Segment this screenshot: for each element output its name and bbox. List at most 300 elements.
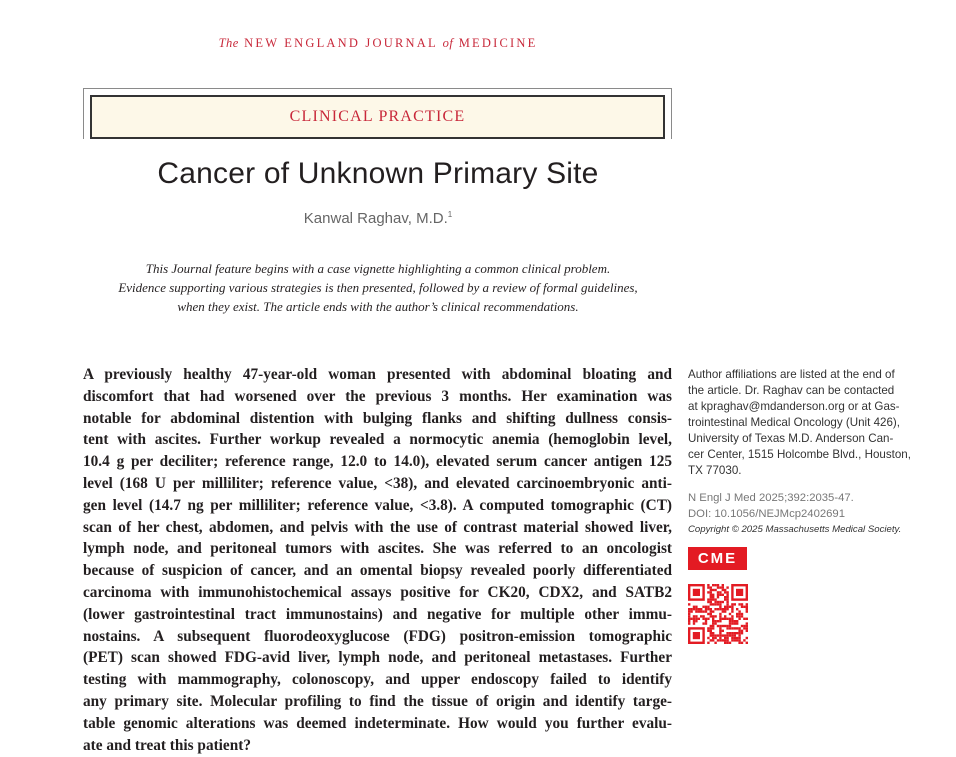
- qr-module: [719, 608, 721, 610]
- masthead-of: of: [442, 36, 454, 50]
- qr-module: [741, 630, 743, 632]
- qr-module: [719, 613, 721, 615]
- qr-module: [738, 613, 740, 615]
- qr-module: [714, 584, 716, 586]
- qr-module: [690, 608, 692, 610]
- body-line: (lower gastrointestinal tract immunostains) and negative for multiple other immu-: [83, 605, 672, 623]
- qr-module: [714, 642, 716, 644]
- body-line: lymph node, and peritoneal tumors with ascites. She was referred to an oncologist: [83, 540, 672, 558]
- qr-module: [731, 637, 733, 639]
- qr-module: [726, 601, 728, 603]
- qr-module: [710, 625, 712, 627]
- qr-module: [693, 620, 695, 622]
- qr-module: [731, 610, 733, 612]
- qr-module: [746, 625, 748, 627]
- qr-module: [688, 613, 690, 615]
- qr-module: [738, 603, 740, 605]
- qr-module: [724, 634, 726, 636]
- qr-module: [710, 586, 712, 588]
- qr-module: [712, 618, 714, 620]
- qr-module: [707, 630, 709, 632]
- qr-module: [726, 591, 728, 593]
- qr-module: [695, 618, 697, 620]
- qr-module: [734, 639, 736, 641]
- qr-module: [693, 615, 695, 617]
- qr-module: [736, 637, 738, 639]
- qr-module: [714, 637, 716, 639]
- qr-code-icon[interactable]: [688, 584, 748, 644]
- qr-module: [743, 618, 745, 620]
- qr-module: [710, 630, 712, 632]
- author-footnote: 1: [447, 210, 453, 219]
- qr-module: [693, 618, 695, 620]
- qr-module: [726, 618, 728, 620]
- masthead-medicine: MEDICINE: [458, 36, 538, 50]
- qr-module: [746, 622, 748, 624]
- qr-module: [736, 622, 738, 624]
- section-label: CLINICAL PRACTICE: [289, 108, 466, 125]
- qr-module: [729, 642, 731, 644]
- journal-masthead: [0, 36, 756, 51]
- qr-module: [693, 589, 700, 596]
- qr-module: [688, 610, 690, 612]
- qr-module: [717, 634, 719, 636]
- qr-module: [705, 606, 707, 608]
- qr-module: [712, 639, 714, 641]
- qr-module: [707, 598, 709, 600]
- qr-module: [741, 642, 743, 644]
- affiliation-line: the article. Dr. Raghav can be contacted: [688, 384, 895, 397]
- qr-module: [724, 618, 726, 620]
- qr-module: [717, 625, 719, 627]
- qr-module: [717, 608, 719, 610]
- qr-module: [693, 632, 700, 639]
- qr-module: [729, 622, 731, 624]
- affiliation-line: TX 77030.: [688, 464, 742, 477]
- qr-module: [719, 594, 721, 596]
- intro-line: Evidence supporting various strategies is then presented, followed by a review of formal guidelines,: [118, 280, 638, 295]
- qr-module: [726, 598, 728, 600]
- author-line: [0, 210, 756, 227]
- qr-module: [712, 622, 714, 624]
- qr-module: [712, 634, 714, 636]
- intro-line: This Journal feature begins with a case vignette highlighting a common clinical problem.: [145, 261, 611, 276]
- copyright: Copyright © 2025 Massachusetts Medical Society.: [688, 524, 902, 535]
- intro-line: when they exist. The article ends with the author’s clinical recommendations.: [177, 299, 579, 314]
- qr-module: [688, 615, 690, 617]
- qr-module: [714, 608, 716, 610]
- qr-module: [746, 606, 748, 608]
- citation: N Engl J Med 2025;392:2035-47.: [688, 492, 854, 504]
- qr-module: [722, 634, 724, 636]
- body-line: discomfort that had worsened over the previous 3 months. Her examination was: [83, 387, 672, 405]
- qr-module: [734, 627, 736, 629]
- qr-module: [724, 596, 726, 598]
- qr-module: [719, 620, 721, 622]
- qr-module: [746, 610, 748, 612]
- doi-link[interactable]: DOI: 10.1056/NEJMcp2402691: [688, 508, 845, 520]
- qr-module: [724, 606, 726, 608]
- qr-module: [717, 584, 719, 586]
- qr-module: [695, 606, 697, 608]
- qr-module: [729, 618, 731, 620]
- masthead-prefix: The: [218, 36, 239, 50]
- qr-module: [729, 634, 731, 636]
- qr-module: [719, 639, 721, 641]
- qr-module: [707, 591, 709, 593]
- qr-module: [729, 606, 731, 608]
- qr-module: [700, 615, 702, 617]
- qr-module: [741, 632, 743, 634]
- qr-module: [746, 630, 748, 632]
- qr-module: [714, 598, 716, 600]
- qr-module: [738, 634, 740, 636]
- qr-module: [741, 606, 743, 608]
- affiliation-line: Author affiliations are listed at the end of: [688, 368, 895, 381]
- qr-module: [710, 594, 712, 596]
- feature-intro: [0, 259, 756, 316]
- qr-module: [712, 615, 714, 617]
- qr-module: [731, 615, 733, 617]
- qr-module: [731, 627, 733, 629]
- qr-module: [731, 620, 733, 622]
- qr-module: [743, 627, 745, 629]
- qr-module: [726, 606, 728, 608]
- qr-module: [738, 637, 740, 639]
- qr-module: [726, 639, 728, 641]
- qr-module: [719, 634, 721, 636]
- qr-module: [719, 606, 721, 608]
- qr-module: [717, 594, 719, 596]
- affiliation-line: trointestinal Medical Oncology (Unit 426),: [688, 416, 901, 429]
- qr-module: [714, 620, 716, 622]
- body-line: any primary site. Molecular profiling to find the tissue of origin and identify targe-: [83, 692, 672, 710]
- qr-module: [729, 632, 731, 634]
- qr-module: [702, 606, 704, 608]
- qr-module: [707, 642, 709, 644]
- qr-module: [707, 627, 709, 629]
- body-line: table genomic alterations was deemed indeterminate. How would you further evalu-: [83, 714, 672, 732]
- body-line: testing with mammography, colonoscopy, and upper endoscopy failed to identify: [83, 671, 672, 689]
- qr-module: [738, 642, 740, 644]
- qr-module: [743, 639, 745, 641]
- qr-module: [717, 639, 719, 641]
- qr-module: [722, 608, 724, 610]
- qr-module: [746, 637, 748, 639]
- qr-module: [738, 618, 740, 620]
- qr-module: [710, 596, 712, 598]
- qr-module: [746, 608, 748, 610]
- article-title: Cancer of Unknown Primary Site: [157, 157, 599, 190]
- qr-module: [698, 618, 700, 620]
- qr-module: [698, 608, 700, 610]
- qr-module: [712, 598, 714, 600]
- qr-module: [724, 639, 726, 641]
- qr-module: [712, 584, 714, 586]
- qr-module: [707, 601, 709, 603]
- qr-module: [690, 610, 692, 612]
- qr-module: [702, 622, 704, 624]
- body-line: tent with ascites. Further workup revealed a normocytic anemia (hemoglobin level,: [83, 431, 672, 449]
- qr-module: [726, 642, 728, 644]
- qr-module: [741, 615, 743, 617]
- qr-module: [724, 637, 726, 639]
- qr-module: [734, 637, 736, 639]
- qr-module: [719, 637, 721, 639]
- affiliation-line: University of Texas M.D. Anderson Can-: [688, 432, 894, 445]
- qr-module: [712, 632, 714, 634]
- qr-module: [714, 615, 716, 617]
- qr-module: [736, 613, 738, 615]
- qr-module: [710, 603, 712, 605]
- qr-module: [722, 625, 724, 627]
- qr-module: [707, 618, 709, 620]
- qr-module: [726, 627, 728, 629]
- qr-module: [746, 618, 748, 620]
- qr-module: [710, 632, 712, 634]
- qr-module: [734, 632, 736, 634]
- qr-module: [731, 618, 733, 620]
- qr-module: [712, 610, 714, 612]
- qr-module: [729, 627, 731, 629]
- qr-module: [722, 601, 724, 603]
- qr-module: [714, 603, 716, 605]
- qr-module: [712, 637, 714, 639]
- qr-module: [714, 622, 716, 624]
- qr-module: [693, 622, 695, 624]
- qr-module: [746, 603, 748, 605]
- qr-module: [726, 625, 728, 627]
- qr-module: [741, 625, 743, 627]
- qr-module: [731, 634, 733, 636]
- body-line: gen level (14.7 ng per milliliter; reference value, <3.8). A computed tomographic (CT): [83, 496, 672, 514]
- qr-module: [724, 610, 726, 612]
- qr-module: [724, 591, 726, 593]
- qr-module: [714, 634, 716, 636]
- qr-module: [736, 639, 738, 641]
- qr-module: [738, 639, 740, 641]
- qr-module: [705, 610, 707, 612]
- author-name: Kanwal Raghav, M.D.: [303, 210, 448, 227]
- qr-module: [719, 601, 721, 603]
- qr-module: [724, 589, 726, 591]
- qr-module: [726, 596, 728, 598]
- qr-module: [722, 589, 724, 591]
- qr-module: [719, 627, 721, 629]
- qr-module: [707, 586, 709, 588]
- affiliation-line: cer Center, 1515 Holcombe Blvd., Houston,: [688, 448, 911, 461]
- body-line: nostains. A subsequent fluorodeoxyglucose (FDG) positron-emission tomographic: [83, 627, 672, 645]
- qr-module: [717, 586, 719, 588]
- qr-module: [724, 598, 726, 600]
- body-line: notable for abdominal distention with bulging flanks and shifting dullness consis-: [83, 409, 672, 427]
- qr-module: [702, 610, 704, 612]
- qr-module: [743, 606, 745, 608]
- affiliation-line: at kpraghav@mdanderson.org or at Gas-: [688, 400, 900, 413]
- qr-module: [705, 608, 707, 610]
- qr-module: [731, 639, 733, 641]
- qr-module: [731, 603, 733, 605]
- qr-module: [710, 639, 712, 641]
- qr-module: [712, 594, 714, 596]
- qr-module: [736, 608, 738, 610]
- qr-module: [717, 591, 719, 593]
- qr-module: [738, 627, 740, 629]
- qr-module: [726, 603, 728, 605]
- qr-module: [710, 627, 712, 629]
- qr-module: [688, 608, 690, 610]
- citation-block: [688, 490, 901, 538]
- qr-module: [734, 603, 736, 605]
- qr-module: [726, 632, 728, 634]
- author-affiliations: [688, 367, 923, 479]
- qr-module: [741, 613, 743, 615]
- section-banner: [90, 95, 665, 139]
- qr-module: [705, 620, 707, 622]
- qr-module: [731, 608, 733, 610]
- qr-module: [738, 632, 740, 634]
- qr-module: [726, 634, 728, 636]
- qr-module: [693, 606, 695, 608]
- qr-module: [710, 591, 712, 593]
- qr-module: [707, 637, 709, 639]
- qr-module: [710, 608, 712, 610]
- body-line: (PET) scan showed FDG-avid liver, lymph node, and peritoneal metastases. Further: [83, 649, 672, 667]
- qr-module: [705, 618, 707, 620]
- qr-module: [688, 618, 690, 620]
- qr-module: [731, 632, 733, 634]
- qr-module: [736, 615, 738, 617]
- qr-module: [710, 634, 712, 636]
- qr-module: [702, 615, 704, 617]
- qr-module: [719, 586, 721, 588]
- qr-module: [722, 594, 724, 596]
- qr-module: [722, 639, 724, 641]
- cme-badge[interactable]: CME: [688, 547, 747, 570]
- qr-module: [731, 622, 733, 624]
- qr-module: [710, 601, 712, 603]
- qr-module: [710, 610, 712, 612]
- qr-module: [717, 620, 719, 622]
- qr-module: [724, 625, 726, 627]
- body-line: 10.4 g per deciliter; reference range, 12.0 to 14.0), elevated serum cancer antigen 125: [83, 453, 672, 471]
- qr-module: [698, 610, 700, 612]
- qr-module: [714, 589, 716, 591]
- qr-module: [722, 630, 724, 632]
- qr-module: [736, 627, 738, 629]
- qr-module: [738, 610, 740, 612]
- qr-module: [688, 603, 690, 605]
- qr-module: [729, 625, 731, 627]
- qr-module: [695, 615, 697, 617]
- qr-module: [700, 608, 702, 610]
- qr-module: [717, 601, 719, 603]
- qr-module: [688, 622, 690, 624]
- body-line: level (168 U per milliliter; reference value, <38), and elevated carcinoembryonic anti-: [83, 474, 672, 492]
- qr-module: [726, 608, 728, 610]
- qr-module: [724, 615, 726, 617]
- qr-module: [714, 601, 716, 603]
- qr-module: [717, 603, 719, 605]
- qr-module: [719, 632, 721, 634]
- qr-module: [719, 630, 721, 632]
- section-banner-frame: [83, 88, 672, 139]
- qr-module: [734, 620, 736, 622]
- body-line: scan of her chest, abdomen, and pelvis with the use of contrast material showed liver,: [83, 518, 672, 536]
- qr-module: [719, 615, 721, 617]
- qr-module: [712, 627, 714, 629]
- qr-module: [695, 610, 697, 612]
- qr-module: [724, 608, 726, 610]
- qr-module: [710, 613, 712, 615]
- qr-module: [741, 603, 743, 605]
- qr-module: [695, 608, 697, 610]
- qr-module: [726, 637, 728, 639]
- qr-module: [743, 625, 745, 627]
- qr-module: [702, 618, 704, 620]
- qr-module: [707, 613, 709, 615]
- qr-module: [707, 584, 709, 586]
- qr-module: [710, 598, 712, 600]
- qr-module: [719, 591, 721, 593]
- qr-module: [724, 642, 726, 644]
- qr-module: [731, 606, 733, 608]
- qr-module: [693, 608, 695, 610]
- qr-module: [729, 620, 731, 622]
- qr-module: [722, 586, 724, 588]
- qr-module: [707, 608, 709, 610]
- qr-module: [746, 627, 748, 629]
- masthead-name: NEW ENGLAND JOURNAL: [244, 36, 438, 50]
- qr-module: [717, 596, 719, 598]
- qr-module: [729, 613, 731, 615]
- qr-module: [710, 589, 712, 591]
- qr-module: [736, 620, 738, 622]
- qr-module: [700, 610, 702, 612]
- body-line: carcinoma with immunohistochemical assays positive for CK20, CDX2, and SATB2: [83, 583, 672, 601]
- qr-module: [719, 625, 721, 627]
- qr-module: [726, 594, 728, 596]
- qr-module: [710, 615, 712, 617]
- body-line: because of suspicion of cancer, and an omental biopsy revealed poorly differentiated: [83, 562, 672, 580]
- qr-module: [712, 603, 714, 605]
- qr-module: [738, 630, 740, 632]
- qr-module: [712, 625, 714, 627]
- qr-module: [722, 584, 724, 586]
- body-line: A previously healthy 47-year-old woman presented with abdominal bloating and: [83, 366, 672, 383]
- qr-module: [736, 632, 738, 634]
- qr-module: [726, 586, 728, 588]
- qr-module: [712, 620, 714, 622]
- qr-module: [707, 606, 709, 608]
- qr-module: [719, 618, 721, 620]
- case-vignette: [83, 364, 672, 756]
- body-line: ate and treat this patient?: [83, 736, 251, 754]
- qr-module: [705, 622, 707, 624]
- qr-module: [738, 615, 740, 617]
- qr-module: [712, 589, 714, 591]
- qr-module: [746, 642, 748, 644]
- qr-module: [736, 589, 743, 596]
- qr-module: [688, 620, 690, 622]
- qr-module: [722, 610, 724, 612]
- qr-module: [690, 618, 692, 620]
- qr-module: [719, 603, 721, 605]
- qr-module: [695, 620, 697, 622]
- qr-module: [722, 618, 724, 620]
- qr-module: [712, 596, 714, 598]
- qr-module: [734, 634, 736, 636]
